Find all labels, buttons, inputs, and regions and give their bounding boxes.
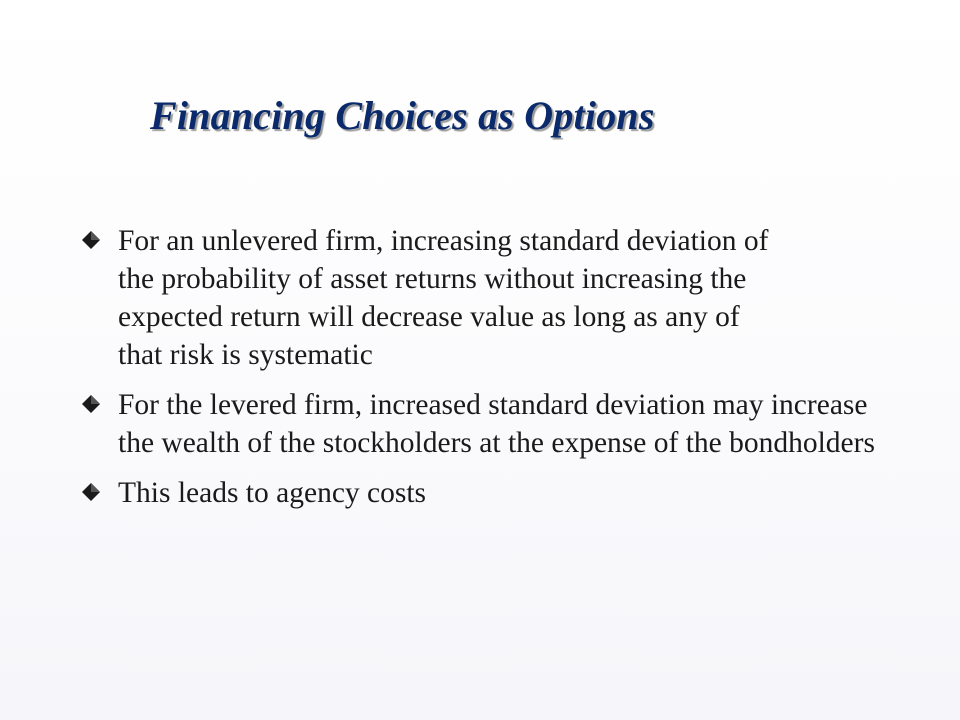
diamond-bullet-icon: [82, 483, 100, 501]
diamond-bullet-icon: [82, 231, 100, 249]
bullet-item: [78, 474, 868, 512]
bullet-item: [78, 386, 878, 462]
bullet-text: For an unlevered firm, increasing standard deviation of the probability of asset returns without increasing the expected return will decrease value as long as any of that risk is systematic: [118, 225, 769, 371]
diamond-bullet-icon: [82, 395, 100, 413]
bullet-text: This leads to agency costs: [118, 477, 427, 509]
bullet-item: [78, 222, 778, 374]
bullet-text: For the levered firm, increased standard deviation may increase the wealth of the stockholders at the expense of the bondholders: [118, 389, 875, 459]
slide-title: Financing Choices as Options: [150, 93, 655, 138]
bullet-list: [78, 222, 875, 524]
